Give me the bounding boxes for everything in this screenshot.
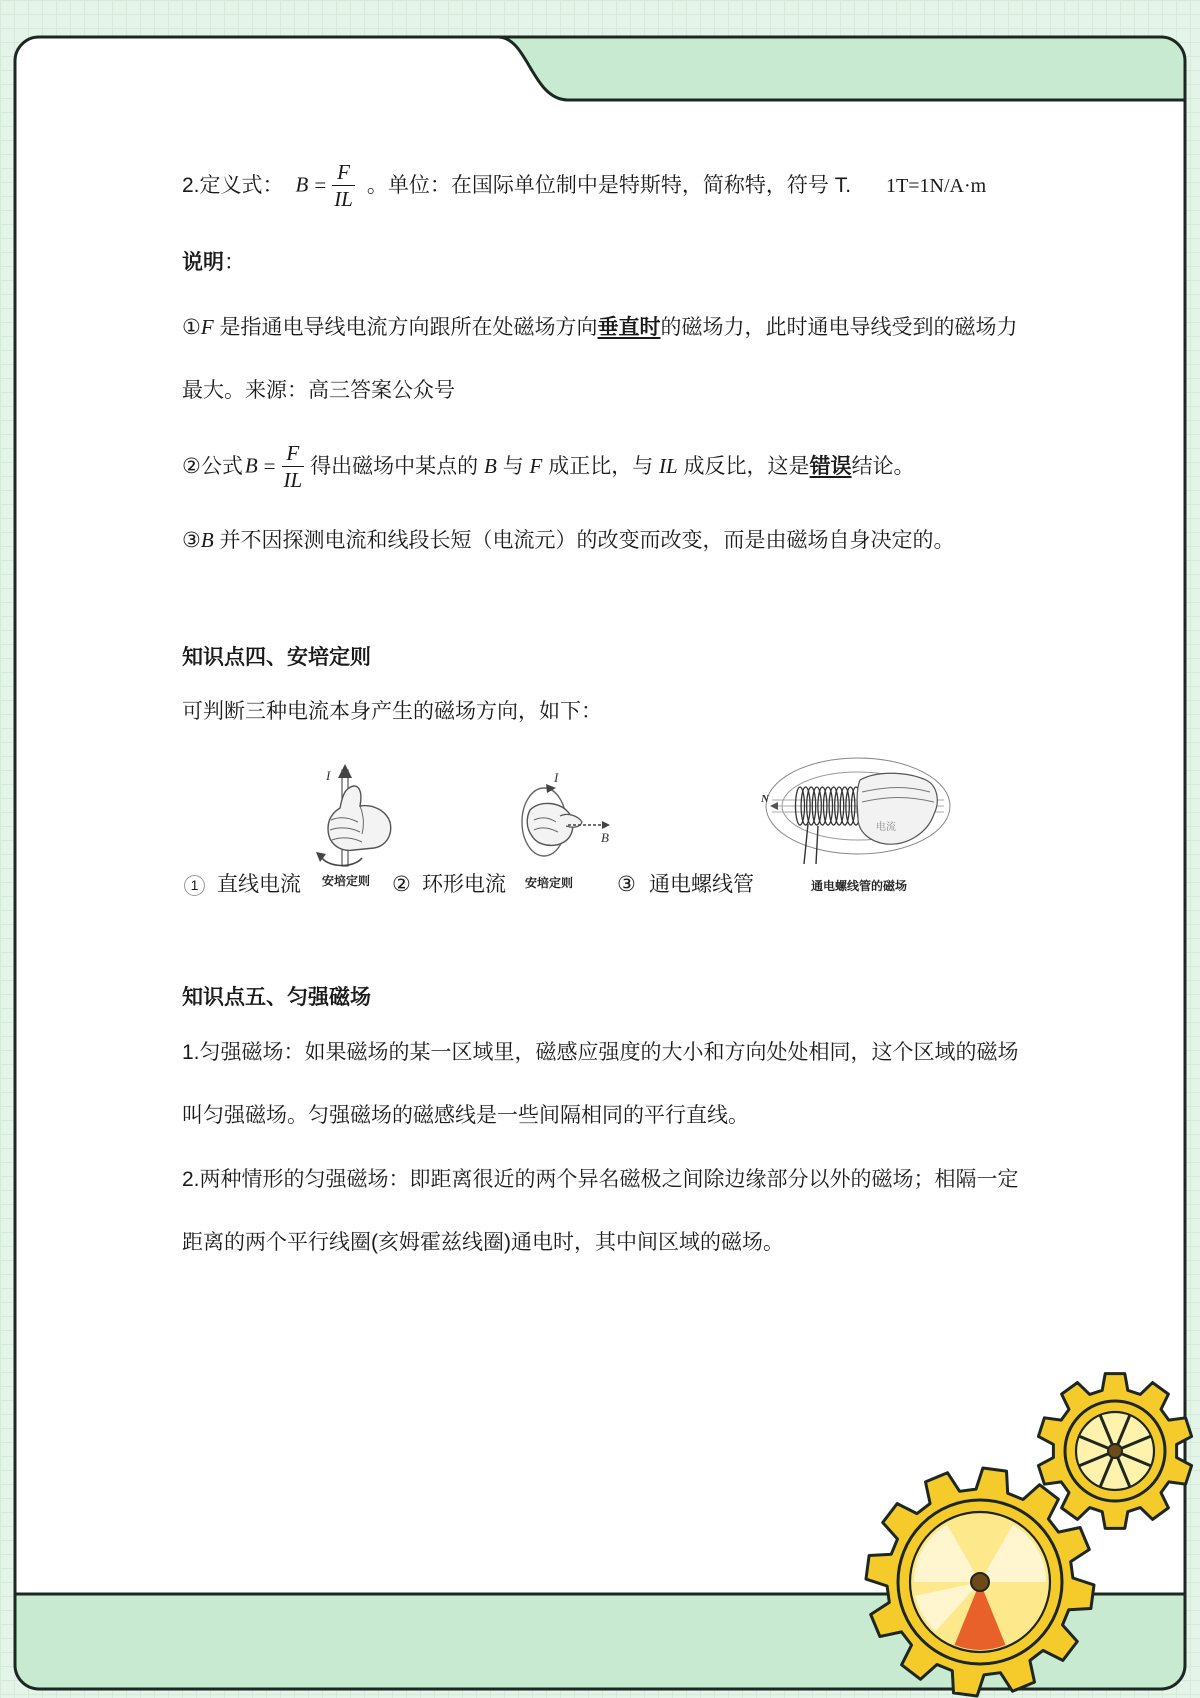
notes-heading-line xyxy=(182,248,245,278)
section-5-heading: 知识点五、匀强磁场 xyxy=(182,986,371,1009)
note-2-text-1: 得出磁场中某点的 xyxy=(310,455,485,478)
note-3-marker: ③ xyxy=(182,529,201,552)
current-arrow-icon xyxy=(338,764,352,778)
note-3-text: 并不因探测电流和线段长短（电流元）的改变而改变，而是由磁场自身决定的。 xyxy=(213,529,955,552)
definition-formula xyxy=(296,160,355,212)
note-2-symbol-il: IL xyxy=(659,454,678,478)
section-4-intro: 可判断三种电流本身产生的磁场方向，如下： xyxy=(182,700,602,723)
right-hand-grip xyxy=(857,773,937,844)
unit-relation: 1T=1N/A·m xyxy=(886,175,987,197)
note-1-text-after: 的磁场力，此时通电导线受到的磁场力 xyxy=(660,316,1018,339)
note-2-text-4: 成反比，这是 xyxy=(677,455,810,478)
fraction-numerator: F xyxy=(332,160,355,186)
note-2-text-3: 成正比，与 xyxy=(542,455,660,478)
paragraph-2-line-1: 2.两种情形的匀强磁场：即距离很近的两个异名磁极之间除边缘部分以外的磁场；相隔一定 xyxy=(182,1168,1019,1191)
figure-3-caption: 通电螺线管的磁场 xyxy=(811,879,908,893)
definition-unit-text: 。单位：在国际单位制中是特斯特，简称特，符号 T. xyxy=(366,174,852,197)
note-1-emphasis: 垂直时 xyxy=(597,316,661,339)
figure-1-number: 1 xyxy=(184,875,205,896)
note-item-1 xyxy=(182,312,1018,342)
note-3-symbol: B xyxy=(200,528,214,552)
note-item-2 xyxy=(182,441,915,493)
notes-heading: 说明 xyxy=(182,251,224,274)
figure-2-number: ② xyxy=(392,873,411,896)
formula-equals: = xyxy=(314,173,327,197)
note-2-text-2: 与 xyxy=(496,455,530,478)
note-1-text-before: 是指通电导线电流方向跟所在处磁场方向 xyxy=(213,316,598,339)
notes-heading-colon: ： xyxy=(224,251,245,274)
note-2-formula xyxy=(245,441,304,493)
figure-2-caption: 安培定则 xyxy=(525,876,574,890)
small-gear-hub xyxy=(1108,1444,1122,1458)
formula-lhs: B xyxy=(244,454,258,478)
north-pole-label: N xyxy=(761,793,769,805)
straight-wire-figure xyxy=(302,760,398,872)
note-2-lead: 公式 xyxy=(200,455,243,478)
note-2-symbol-b: B xyxy=(484,454,497,478)
header-tab xyxy=(498,37,1185,100)
solenoid-leads xyxy=(804,824,818,864)
note-2-emphasis: 错误 xyxy=(809,455,852,478)
fraction-numerator: F xyxy=(282,441,305,467)
gear-decoration xyxy=(820,1270,1200,1698)
note-2-symbol-f: F xyxy=(529,454,543,478)
current-symbol: I xyxy=(326,768,331,783)
formula-fraction xyxy=(282,441,305,493)
paragraph-2-line-2: 距离的两个平行线圈(亥姆霍兹线圈)通电时，其中间区域的磁场。 xyxy=(182,1231,784,1254)
small-gear xyxy=(1038,1374,1191,1529)
fraction-denominator: IL xyxy=(283,468,303,493)
note-2-text-5: 结论。 xyxy=(851,455,915,478)
field-arrowhead-icon xyxy=(770,802,778,810)
definition-prefix: 2.定义式： xyxy=(182,174,284,197)
figure-3-label: 通电螺线管 xyxy=(649,873,754,896)
large-gear-hub xyxy=(971,1573,989,1591)
ring-current-figure xyxy=(510,770,614,870)
note-item-3 xyxy=(182,525,955,555)
fraction-denominator: IL xyxy=(334,187,353,212)
formula-fraction xyxy=(332,160,355,212)
note-1-symbol: F xyxy=(200,315,214,339)
current-label: 电流 xyxy=(876,822,896,833)
field-arrowhead-icon xyxy=(602,821,610,829)
ring-current-symbol: I xyxy=(554,770,559,785)
paragraph-1-line-2: 叫匀强磁场。匀强磁场的磁感线是一些间隔相同的平行直线。 xyxy=(182,1104,749,1127)
section-4-heading: 知识点四、安培定则 xyxy=(182,646,371,669)
field-symbol: B xyxy=(601,830,609,845)
solenoid-figure xyxy=(758,752,953,868)
note-item-1-continuation: 最大。来源：高三答案公众号 xyxy=(182,379,455,402)
large-gear xyxy=(866,1468,1094,1696)
definition-line xyxy=(182,160,852,212)
note-1-marker: ① xyxy=(182,316,201,339)
figure-2-label: 环形电流 xyxy=(422,873,506,896)
formula-equals: = xyxy=(263,454,276,478)
figure-1-label: 直线电流 xyxy=(217,873,301,896)
formula-lhs: B xyxy=(295,173,309,197)
paragraph-1-line-1: 1.匀强磁场：如果磁场的某一区域里，磁感应强度的大小和方向处处相同，这个区域的磁场 xyxy=(182,1041,1019,1064)
figure-1-caption: 安培定则 xyxy=(322,874,371,888)
figure-3-number: ③ xyxy=(617,873,636,896)
note-2-marker: ② xyxy=(182,455,201,478)
